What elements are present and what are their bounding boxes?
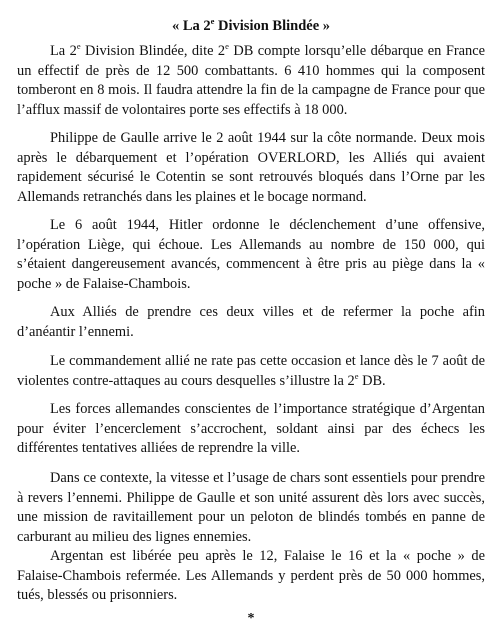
title-text-end: Division Blindée » — [214, 18, 331, 34]
paragraph-3: Le 6 août 1944, Hitler ordonne le déclenchement d’une offensive, l’opération Liège, qui échoue. Les Allemands au nombre de 150 000, qui s’étaient dangereusement avancés, commencent à être pris au piège dans la « poche » de Falaise-Chambois. — [17, 217, 485, 292]
paragraph-7: Dans ce contexte, la vitesse et l’usage de chars sont essentiels pour prendre à revers l’ennemi. Philippe de Gaulle et son unité assurent dès lors avec succès, une mission de ravitaillement pour un peloton de blindés tombés en panne de carburant au milieu des lignes ennemies. — [17, 470, 485, 545]
paragraph-2: Philippe de Gaulle arrive le 2 août 1944 sur la côte normande. Deux mois après le débarquement et l’opération OVERLORD, les Alliés qui avaient rapidement sécurisé le Cotentin se sont retrouvés bloqués dans l’Orne par les Allemands retranchés dans les plaines et le bocage normand. — [17, 130, 485, 205]
paragraph-1 — [17, 42, 485, 120]
paragraph-1-text-b: Division Blindée, dite 2 — [80, 43, 226, 59]
paragraph-1-text-a: La 2 — [50, 43, 77, 59]
paragraph-5-text-b: DB. — [358, 372, 386, 389]
end-asterisk: * — [247, 611, 255, 626]
paragraph-5-text-a: Le commandement allié ne rate pas cette occasion et lance dès le 7 août de violentes contre-attaques au cours desquelles s’illustre la 2 — [17, 353, 485, 389]
paragraph-5-superscript: e — [354, 370, 359, 381]
paragraph-1-text-c: DB compte lorsqu’elle débarque en France un effectif de près de 12 500 combattants. 6 410 hommes qui la composent tomberont en 8 mois. Il faudra attendre la fin de la campagne de France pour que l’afflux massif de volontaires porte ses effectifs à 18 000. — [17, 43, 485, 118]
paragraph-1-superscript-a: e — [76, 41, 81, 52]
paragraph-4: Aux Alliés de prendre ces deux villes et de refermer la poche afin d’anéantir l’ennemi. — [17, 304, 485, 340]
paragraph-5 — [17, 352, 485, 391]
paragraph-1-superscript-b: e — [225, 41, 229, 52]
paragraph-6: Les forces allemandes conscientes de l’importance stratégique d’Argentan pour éviter l’encerclement s’accrochent, soldant ainsi par des échecs les différentes tentatives alliées de reprendre la ville. — [17, 401, 485, 456]
title-ordinal-superscript: e — [210, 16, 215, 27]
paragraph-8: Argentan est libérée peu après le 12, Falaise le 16 et la « poche » de Falaise-Chambois refermée. Les Allemands y perdent près de 50 000 hommes, tués, blessés ou prisonniers. — [17, 548, 485, 603]
title-text-start: « La 2 — [171, 18, 211, 34]
page-title — [0, 17, 502, 35]
